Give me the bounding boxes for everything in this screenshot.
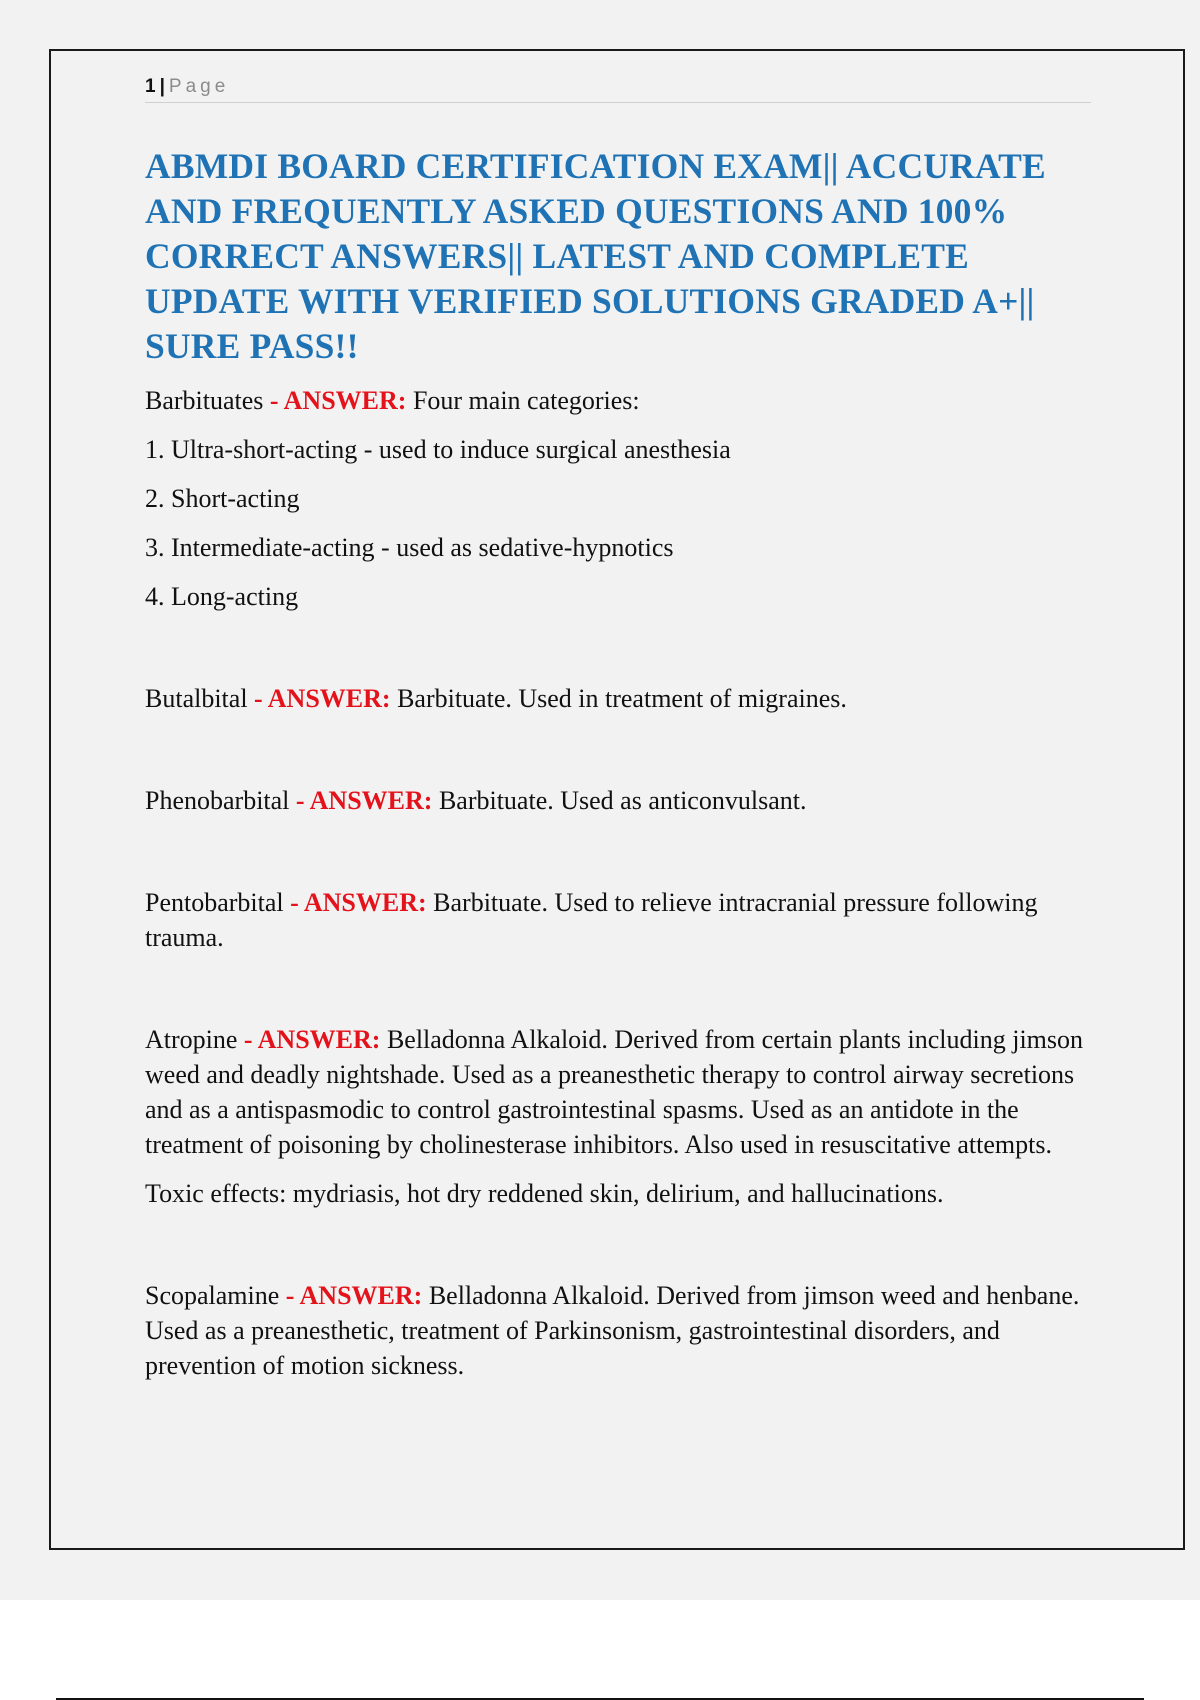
qa-entry-barbituates [145, 383, 1091, 614]
qa-term: Phenobarbital [145, 786, 290, 815]
answer-marker: - ANSWER: [243, 1025, 381, 1054]
qa-question [145, 783, 1091, 818]
answer-marker: - ANSWER: [285, 1281, 423, 1310]
qa-question [145, 885, 1091, 955]
answer-marker: - ANSWER: [295, 786, 433, 815]
header-separator: | [159, 76, 165, 97]
qa-question [145, 383, 1091, 418]
qa-question [145, 1022, 1091, 1162]
answer-marker: - ANSWER: [269, 386, 407, 415]
qa-question [145, 1278, 1091, 1383]
qa-answer: Barbituate. Used as anticonvulsant. [438, 786, 807, 815]
qa-term: Scopalamine [145, 1281, 280, 1310]
qa-term: Butalbital [145, 684, 248, 713]
qa-answer: Barbituate. Used in treatment of migraines. [397, 684, 847, 713]
qa-answer: Belladonna Alkaloid. Derived from jimson weed and henbane. Used as a preanesthetic, treatment of Parkinsonism, gastrointestinal disorders, and prevention of motion sickness. [145, 1281, 1080, 1380]
qa-term: Barbituates [145, 386, 264, 415]
toxic-effects-note: Toxic effects: mydriasis, hot dry reddened skin, delirium, and hallucinations. [145, 1179, 944, 1208]
answer-marker: - ANSWER: [254, 684, 391, 713]
list-item: 3. Intermediate-acting - used as sedative-hypnotics [145, 533, 674, 562]
qa-term: Atropine [145, 1025, 238, 1054]
qa-entry-scopalamine [145, 1278, 1091, 1383]
list-item: 2. Short-acting [145, 484, 300, 513]
page-header [145, 74, 1091, 103]
qa-entry-atropine [145, 1022, 1091, 1211]
page-label: Page [168, 76, 230, 97]
qa-question [145, 681, 1091, 716]
qa-entry-pentobarbital [145, 885, 1091, 955]
document-body [145, 144, 1091, 1383]
qa-entry-phenobarbital [145, 783, 1091, 818]
qa-answer: Barbituate. Used to relieve intracranial pressure following trauma. [145, 888, 1038, 952]
list-item: 1. Ultra-short-acting - used to induce surgical anesthesia [145, 435, 731, 464]
page-number: 1 [145, 76, 156, 97]
list-item: 4. Long-acting [145, 582, 299, 611]
qa-term: Pentobarbital [145, 888, 284, 917]
answer-marker: - ANSWER: [290, 888, 427, 917]
qa-answer: Belladonna Alkaloid. Derived from certain plants including jimson weed and deadly nightshade. Used as a preanesthetic therapy to control airway secretions and as a antispasmodic to control gastrointestinal spasms. Used as an antidote in the treatment of poisoning by cholinesterase inhibitors. Also used in resuscitative attempts. [145, 1025, 1084, 1159]
qa-entry-butalbital [145, 681, 1091, 716]
document-title: ABMDI BOARD CERTIFICATION EXAM|| ACCURATE AND FREQUENTLY ASKED QUESTIONS AND 100% CORRECT ANSWERS|| LATEST AND COMPLETE UPDATE WITH VERIFIED SOLUTIONS GRADED A+|| SURE PASS!! [145, 146, 1046, 366]
qa-answer: Four main categories: [412, 386, 640, 415]
